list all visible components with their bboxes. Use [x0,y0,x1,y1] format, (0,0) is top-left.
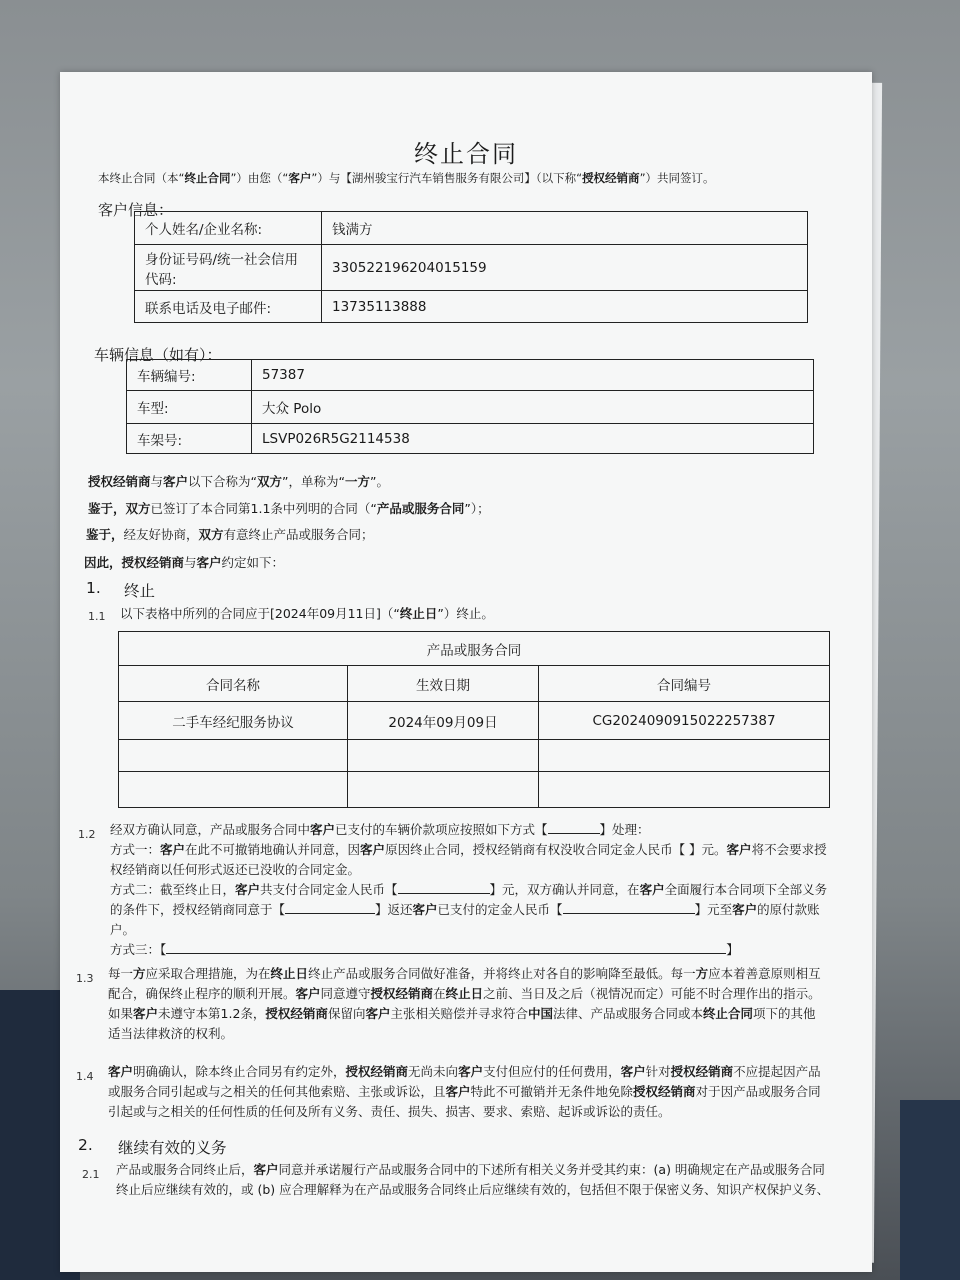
contract-table-caption: 产品或服务合同 [119,632,830,666]
cell-effective-date: 2024年09月09日 [348,702,539,740]
clause-1-4-number: 1.4 [76,1070,94,1083]
vehicle-no-value: 57387 [252,360,814,391]
clause-2-1-text: 产品或服务合同终止后，客户同意并承诺履行产品或服务合同中的下述所有相关义务并受其约束：(a) 明确规定在产品或服务合同 终止后应继续有效的，或 (b) 应合理解释为在产品或服务合同终止后应继续有效的，包括但不限于保密义务、知识产权保护义务、 [116,1162,830,1197]
document-title: 终止合同 [414,140,518,168]
intro-paragraph: 本终止合同（本“终止合同”）由您（“客户”）与【湖州骏宝行汽车销售服务有限公司】（以下称“授权经销商”）共同签订。 [98,171,715,185]
section-1-number: 1. [86,579,101,597]
empty-cell [119,740,348,772]
model-label: 车型: [127,391,252,424]
customer-info-heading: 客户信息： [98,201,174,219]
contract-table [118,631,830,808]
name-label: 个人姓名/企业名称: [135,212,322,245]
vin-label: 车架号: [127,424,252,454]
cell-contract-name: 二手车经纪服务协议 [119,702,348,740]
whereas-clause-2: 鉴于，经友好协商，双方有意终止产品或服务合同； [86,527,374,542]
header-contract-name: 合同名称 [119,666,348,702]
document-page [60,72,872,1272]
section-1-title: 终止 [124,582,156,600]
model-value: 大众 Polo [252,391,814,424]
vin-value: LSVP026R5G2114538 [252,424,814,454]
empty-cell [348,740,539,772]
clause-1-2-text: 经双方确认同意，产品或服务合同中客户已支付的车辆价款项应按照如下方式【 】处理： 方式一：客户在此不可撤销地确认并同意，因客户原因终止合同，授权经销商有权没收合同定金人民币【 】元。客户将不会要求授 权经销商以任何形式返还已没收的合同定金。 方式二：截至终止日，客户共支付合同定金人民币【 】元，双方确认并同意，在客户全面履行本合同项下全部义务 的条件下，授权经销商同意于【 】返还客户已支付的定金人民币【 】元至客户的原付款账 户。 方式三：【 】 [110,822,828,957]
whereas-clause-1: 鉴于，双方已签订了本合同第1.1条中列明的合同（“产品或服务合同”）； [88,501,490,516]
empty-cell [348,772,539,808]
id-label: 身份证号码/统一社会信用 代码: [135,245,322,291]
parties-definition: 授权经销商与客户以下合称为“双方”，单称为“一方”。 [88,474,389,489]
vehicle-info-heading: 车辆信息（如有）： [94,346,222,364]
section-2-number: 2. [78,1136,93,1154]
empty-cell [119,772,348,808]
section-2-title: 继续有效的义务 [118,1139,227,1157]
header-effective-date: 生效日期 [348,666,539,702]
customer-info-table [134,211,808,323]
empty-cell [539,772,830,808]
clause-1-3-number: 1.3 [76,972,94,985]
clause-1-1-text: 以下表格中所列的合同应于[2024年09月11日]（“终止日”）终止。 [120,606,494,621]
id-value: 330522196204015159 [322,245,808,291]
clause-1-1-number: 1.1 [88,610,106,623]
header-contract-number: 合同编号 [539,666,830,702]
clause-1-2-number: 1.2 [78,828,96,841]
background-fabric-right [900,1100,960,1280]
vehicle-info-table [126,359,814,454]
vehicle-no-label: 车辆编号: [127,360,252,391]
empty-cell [539,740,830,772]
phone-value: 13735113888 [322,291,808,323]
therefore-clause: 因此，授权经销商与客户约定如下： [84,555,285,570]
clause-2-1-number: 2.1 [82,1168,100,1181]
clause-1-3-text: 每一方应采取合理措施，为在终止日终止产品或服务合同做好准备，并将终止对各自的影响降至最低。每一方应本着善意原则相互 配合，确保终止程序的顺利开展。客户同意遵守授权经销商在终止日之前、当日及之后（视情况而定）可能不时合理作出的指示。 如果客户未遵守本第1.2条，授权经销商保留向客户主张相关赔偿并寻求符合中国法律、产品或服务合同或本终止合同项下的其他 适当法律救济的权利。 [108,966,821,1041]
cell-contract-number: CG2024090915022257387 [539,702,830,740]
clause-1-4-text: 客户明确确认，除本终止合同另有约定外，授权经销商无尚未向客户支付但应付的任何费用，客户针对授权经销商不应提起因产品 或服务合同引起或与之相关的任何其他索赔、主张或诉讼，且客户特此不可撤销并无条件地免除授权经销商对于因产品或服务合同 引起或与之相关的任何性质的任何及所有义务、责任、损失、损害、要求、索赔、起诉或诉讼的责任。 [108,1064,821,1119]
phone-label: 联系电话及电子邮件: [135,291,322,323]
name-value: 钱满方 [322,212,808,245]
